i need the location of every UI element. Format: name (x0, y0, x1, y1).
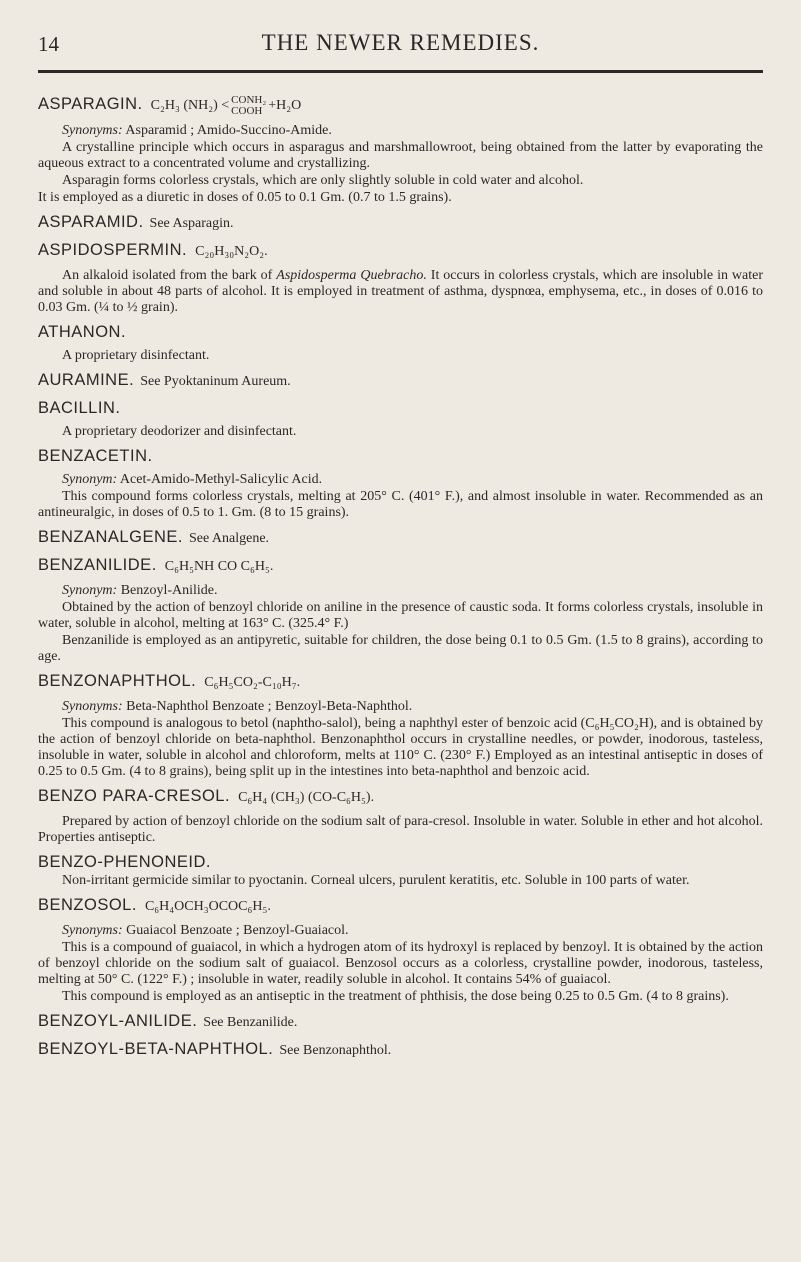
chemical-formula: C₂H₃ (NH₂) < CONH₂ COOH +H₂O (150, 93, 302, 117)
synonyms-line: Synonym: Benzoyl-Anilide. (62, 582, 218, 598)
synonyms-line: Synonym: Acet-Amido-Methyl-Salicylic Acid. (62, 471, 323, 487)
paragraph: Asparagin forms colorless crystals, which are only slightly soluble in cold water and alcohol. (62, 172, 584, 188)
entry-heading-benzacetin: BENZACETIN. (38, 446, 153, 465)
entry-heading-benzo-para-cresol: BENZO PARA-CRESOL. C₆H₄ (CH₃) (CO-C₆H₅). (38, 786, 375, 805)
synonyms-line: Synonyms: Asparamid ; Amido-Succino-Amide. (62, 122, 332, 138)
entry-heading-benzanalgene: BENZANALGENE. See Analgene. (38, 527, 270, 546)
entry-heading-benzo-phenoneid: BENZO-PHENONEID. (38, 852, 212, 871)
entry-heading-auramine: AURAMINE. See Pyoktaninum Aureum. (38, 370, 291, 389)
entry-heading-aspidospermin: ASPIDOSPERMIN. C₂₀H₃₀N₂O₂. (38, 240, 268, 259)
paragraph: A proprietary disinfectant. (62, 347, 210, 363)
paragraph: An alkaloid isolated from the bark of Aspidosperma Quebracho. It occurs in colorless crystals, which are insoluble in water and soluble in about 48 parts of alcohol. It is employed in treatment of asthma, dyspnœa, emphysema, etc., in doses of 0.016 to 0.03 Gm. (¼ to ½ grain). (38, 267, 763, 315)
entry-heading-benzanilide: BENZANILIDE. C₆H₅NH CO C₆H₅. (38, 555, 274, 574)
entry-heading-benzoyl-anilide: BENZOYL-ANILIDE. See Benzanilide. (38, 1011, 298, 1030)
entry-heading-benzosol: BENZOSOL. C₆H₄OCH₃OCOC₆H₅. (38, 895, 271, 914)
paragraph: Obtained by the action of benzoyl chloride on aniline in the presence of caustic soda. It forms colorless crystals, insoluble in water, soluble in alcohol, melting at 163° C. (325.4° F.) (38, 599, 763, 631)
running-title: THE NEWER REMEDIES. (261, 30, 540, 55)
header-rule (38, 70, 763, 73)
entry-heading-benzoyl-beta-naphthol: BENZOYL-BETA-NAPHTHOL. See Benzonaphthol. (38, 1039, 392, 1058)
paragraph: This compound is analogous to betol (naphtho-salol), being a naphthyl ester of benzoic acid (C₆H₅CO₂H), and is obtained by the action of benzoyl chloride on beta-naphthol. Benzonaphthol occurs in crystalline needles, or powder, inodorous, tasteless, insoluble in water, soluble in alcohol and chloroform, melts at 110° C. (230° F.) Employed as an intestinal antiseptic in doses of 0.25 to 0.5 Gm. (4 to 8 grains), being split up in the intestines into beta-naphthol and benzoic acid. (38, 715, 763, 779)
paragraph: This compound forms colorless crystals, melting at 205° C. (401° F.), and almost insoluble in water. Recommended as an antineuralgic, in doses of 0.5 to 1. Gm. (8 to 15 grains). (38, 488, 763, 520)
entry-heading-bacillin: BACILLIN. (38, 398, 121, 417)
page-header (38, 26, 763, 60)
page-number: 14 (38, 32, 59, 56)
page-body (38, 88, 763, 1061)
paragraph: It is employed as a diuretic in doses of 0.05 to 0.1 Gm. (0.7 to 1.5 grains). (38, 189, 452, 205)
entry-heading-benzonaphthol: BENZONAPHTHOL. C₆H₅CO₂-C₁₀H₇. (38, 671, 301, 690)
entry-heading-athanon: ATHANON. (38, 322, 127, 341)
synonyms-line: Synonyms: Beta-Naphthol Benzoate ; Benzoyl-Beta-Naphthol. (62, 698, 413, 714)
paragraph: This is a compound of guaiacol, in which a hydrogen atom of its hydroxyl is replaced by benzoyl. It is obtained by the action of benzoyl chloride on the sodium salt of guaiacol. Benzosol occurs as a colorless, crystalline powder, inodorous, tasteless, melting at 50° C. (122° F.) ; insoluble in water, readily soluble in alcohol. It contains 54% of guaiacol. (38, 939, 763, 987)
paragraph: Benzanilide is employed as an antipyretic, suitable for children, the dose being 0.1 to 0.5 Gm. (1.5 to 8 grains), according to age. (38, 632, 763, 664)
paragraph: A proprietary deodorizer and disinfectant. (62, 423, 297, 439)
entry-heading-asparamid: ASPARAMID. See Asparagin. (38, 212, 234, 231)
paragraph: Prepared by action of benzoyl chloride on the sodium salt of para-cresol. Insoluble in water. Soluble in ether and hot alcohol. Properties antiseptic. (38, 813, 763, 845)
paragraph: A crystalline principle which occurs in asparagus and marshmallowroot, being obtained from the latter by evaporating the aqueous extract to a concentrated volume and crystallizing. (38, 139, 763, 171)
entry-heading-asparagin: ASPARAGIN. C₂H₃ (NH₂) < CONH₂ COOH +H₂O (38, 93, 302, 117)
paragraph: Non-irritant germicide similar to pyoctanin. Corneal ulcers, purulent keratitis, etc. Soluble in 100 parts of water. (62, 872, 690, 888)
synonyms-line: Synonyms: Guaiacol Benzoate ; Benzoyl-Guaiacol. (62, 922, 349, 938)
paragraph: This compound is employed as an antiseptic in the treatment of phthisis, the dose being 0.25 to 0.5 Gm. (4 to 8 grains). (62, 988, 729, 1004)
